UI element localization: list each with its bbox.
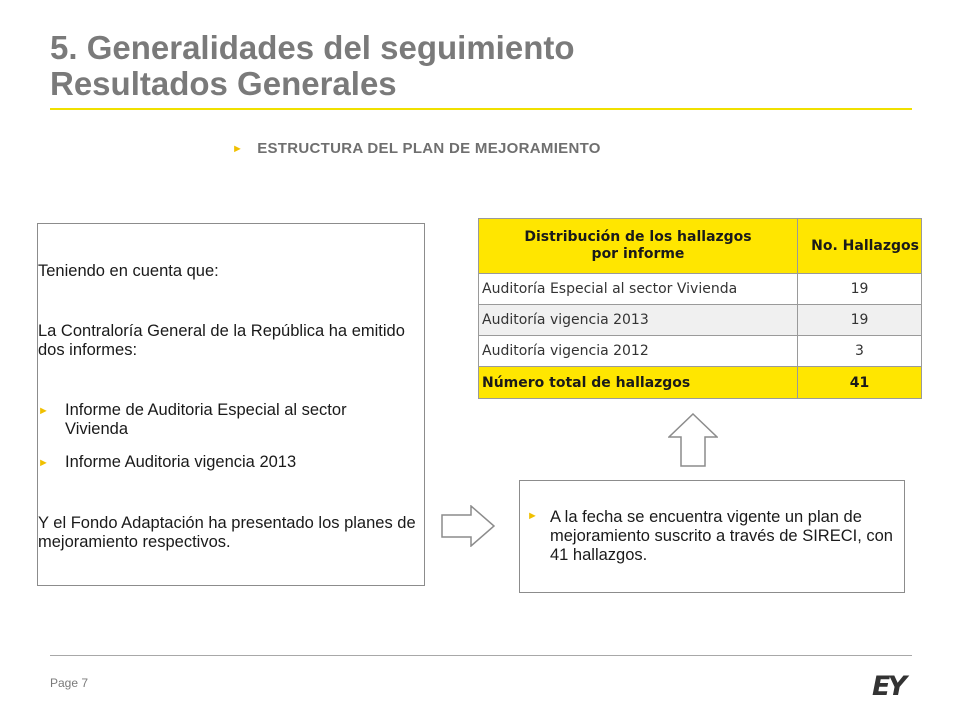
page-number: Page 7 bbox=[50, 676, 89, 690]
triangle-bullet-icon: ► bbox=[38, 457, 49, 469]
table-row bbox=[479, 336, 922, 367]
title-line-1: 5. Generalidades del seguimiento bbox=[50, 29, 575, 66]
table-row bbox=[479, 305, 922, 336]
findings-table bbox=[478, 218, 922, 399]
total-label: Número total de hallazgos bbox=[479, 367, 798, 399]
title-divider bbox=[50, 108, 912, 110]
header-line-2: por informe bbox=[591, 246, 685, 262]
table-row bbox=[479, 274, 922, 305]
row-value: 19 bbox=[798, 305, 922, 336]
header-count: No. Hallazgos bbox=[798, 219, 922, 274]
context-box bbox=[37, 223, 425, 586]
table-total-row bbox=[479, 367, 922, 399]
contraloria-paragraph: La Contraloría General de la República ha emitido dos informes: bbox=[38, 322, 405, 359]
closing-paragraph: Y el Fondo Adaptación ha presentado los planes de mejoramiento respectivos. bbox=[38, 514, 416, 551]
bullet-text: Informe de Auditoria Especial al sector Vivienda bbox=[65, 401, 347, 438]
bullet-text: Informe Auditoria vigencia 2013 bbox=[65, 453, 297, 471]
triangle-bullet-icon: ► bbox=[38, 405, 49, 417]
row-label: Auditoría Especial al sector Vivienda bbox=[479, 274, 798, 305]
subtitle-text: ESTRUCTURA DEL PLAN DE MEJORAMIENTO bbox=[257, 140, 601, 157]
triangle-bullet-icon: ► bbox=[527, 510, 538, 522]
total-value: 41 bbox=[798, 367, 922, 399]
row-value: 19 bbox=[798, 274, 922, 305]
title-line-2: Resultados Generales bbox=[50, 65, 397, 102]
section-subtitle bbox=[232, 140, 601, 157]
header-distribution bbox=[479, 219, 798, 274]
triangle-bullet-icon: ► bbox=[232, 143, 244, 155]
conclusion-box bbox=[519, 480, 905, 593]
slide-title bbox=[50, 30, 575, 102]
row-label: Auditoría vigencia 2013 bbox=[479, 305, 798, 336]
up-arrow-icon bbox=[668, 413, 718, 467]
conclusion-text: A la fecha se encuentra vigente un plan de mejoramiento suscrito a través de SIRECI, con 41 hallazgos. bbox=[550, 508, 893, 564]
ey-logo: EY bbox=[872, 671, 904, 702]
intro-text: Teniendo en cuenta que: bbox=[38, 262, 219, 280]
header-line-1: Distribución de los hallazgos bbox=[524, 229, 752, 245]
right-arrow-icon bbox=[441, 505, 495, 547]
footer-divider bbox=[50, 655, 912, 656]
row-label: Auditoría vigencia 2012 bbox=[479, 336, 798, 367]
table-header-row bbox=[479, 219, 922, 274]
row-value: 3 bbox=[798, 336, 922, 367]
